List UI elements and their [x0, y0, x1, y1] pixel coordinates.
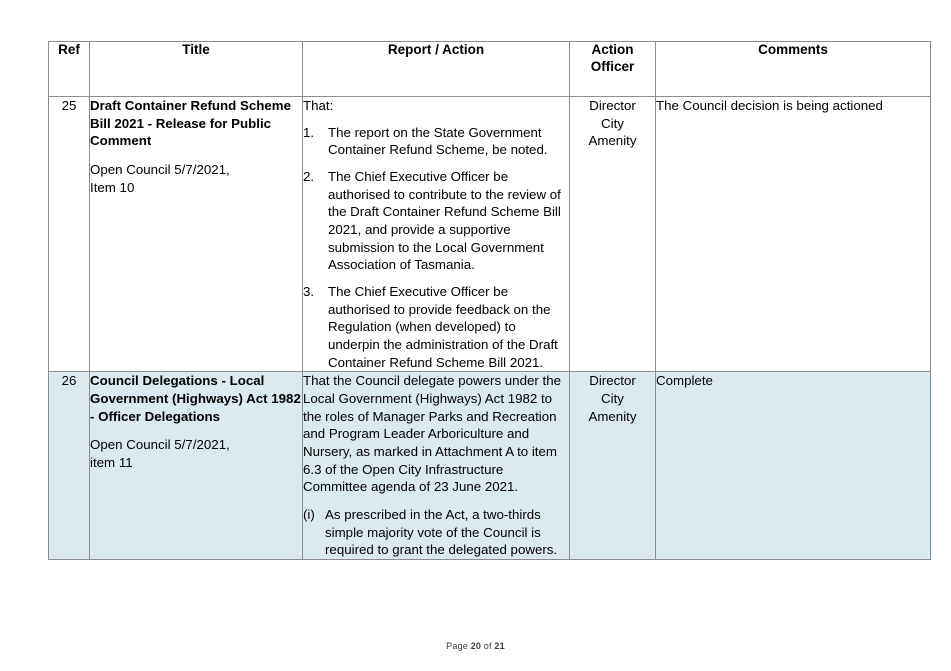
column-header-comments: Comments [656, 42, 931, 97]
cell-comments: The Council decision is being actioned [656, 97, 931, 372]
action-officer-line2: City [601, 115, 624, 131]
footer-total-pages: 21 [494, 641, 505, 651]
list-item-text: The Chief Executive Officer be authorised to provide feedback on the Regulation (when developed) to underpin the administration of the Draft Container Refund Scheme Bill 2021. [328, 284, 558, 370]
item-title: Draft Container Refund Scheme Bill 2021 - Release for Public Comment [90, 98, 291, 149]
action-items-table [48, 41, 931, 560]
report-lead-in: That: [303, 98, 334, 113]
list-item [303, 168, 569, 274]
list-item [303, 124, 569, 159]
item-source-meeting: Open Council 5/7/2021, [90, 162, 230, 178]
cell-title [90, 97, 303, 372]
action-officer-line2: City [601, 391, 624, 407]
action-officer-line3: Amenity [588, 408, 637, 424]
column-header-report-action: Report / Action [303, 42, 570, 97]
column-header-action-officer [570, 42, 656, 97]
table-header-row [49, 42, 931, 97]
table-row [49, 372, 931, 560]
table-row [49, 97, 931, 372]
report-subclause-list [303, 506, 569, 559]
item-source [90, 436, 302, 471]
footer-prefix: Page [446, 641, 471, 651]
report-resolution-list [303, 124, 569, 372]
list-item [303, 506, 569, 559]
cell-ref: 25 [49, 97, 90, 372]
action-officer-line1: Director [589, 98, 636, 113]
item-source-item-number: Item 10 [90, 179, 135, 195]
list-item-text: The report on the State Government Container Refund Scheme, be noted. [328, 124, 548, 158]
cell-report-action [303, 372, 570, 560]
footer-middle: of [481, 641, 495, 651]
column-header-action-officer-line1: Action [591, 42, 634, 57]
list-item-text: As prescribed in the Act, a two-thirds simple majority vote of the Council is required to grant the delegated powers. [325, 507, 558, 558]
list-item-marker: 3. [303, 284, 315, 300]
column-header-title: Title [90, 42, 303, 97]
cell-report-action [303, 97, 570, 372]
action-officer-line3: Amenity [588, 133, 637, 149]
list-item [303, 283, 569, 371]
column-header-ref: Ref [49, 42, 90, 97]
action-officer-line1: Director [589, 373, 636, 389]
cell-title [90, 372, 303, 560]
cell-ref: 26 [49, 372, 90, 560]
item-source-meeting: Open Council 5/7/2021, [90, 437, 230, 453]
cell-action-officer [570, 372, 656, 560]
cell-action-officer [570, 97, 656, 372]
report-paragraph: That the Council delegate powers under the Local Government (Highways) Act 1982 to the roles of Manager Parks and Recreation and Program Leader Arboriculture and Nursery, as marked in Attachment A to item 6.3 of the Open City Infrastructure Committee agenda of 23 June 2021. [303, 373, 561, 495]
list-item-marker: 1. [303, 124, 315, 140]
item-source-item-number: item 11 [90, 455, 133, 471]
list-item-marker: (i) [303, 507, 315, 523]
list-item-text: The Chief Executive Officer be authorised to contribute to the review of the Draft Container Refund Scheme Bill 2021, and provide a supportive submission to the Local Government Association of Tasmania. [328, 169, 561, 273]
page-footer [0, 641, 951, 651]
column-header-action-officer-line2: Officer [590, 58, 635, 74]
footer-page-number: 20 [470, 641, 482, 651]
cell-comments: Complete [656, 372, 931, 560]
item-source [90, 161, 302, 196]
list-item-marker: 2. [303, 169, 315, 185]
item-title: Council Delegations - Local Government (Highways) Act 1982 - Officer Delegations [90, 373, 301, 424]
